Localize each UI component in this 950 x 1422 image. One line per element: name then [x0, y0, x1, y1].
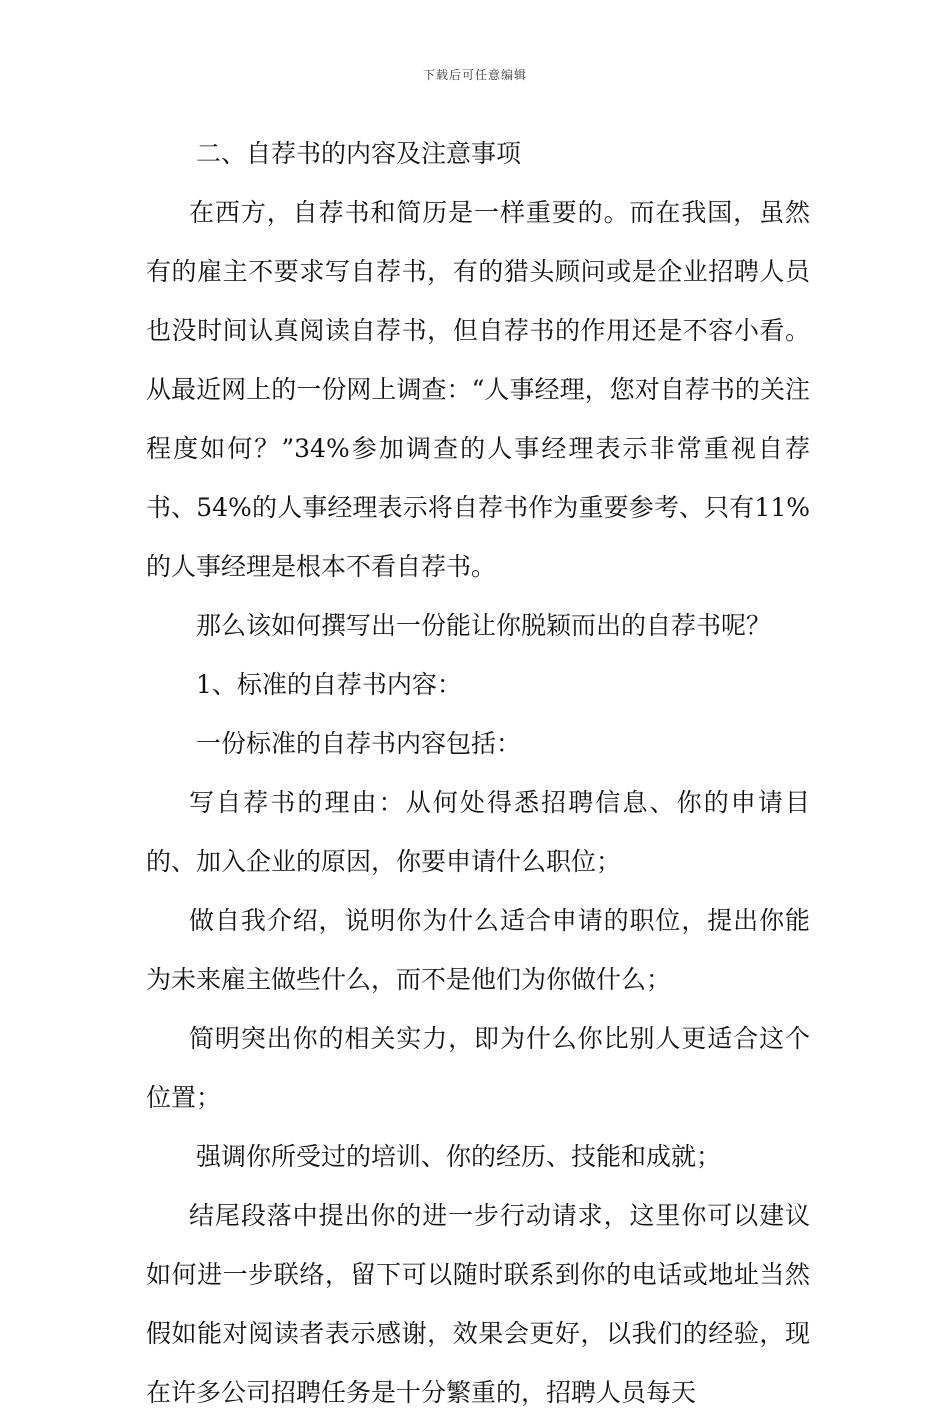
document-body: [146, 124, 810, 1422]
page-header: 下载后可任意编辑: [422, 68, 527, 82]
list-item-strengths: 简明突出你的相关实力，即为什么你比别人更适合这个位置；: [146, 1024, 810, 1112]
paragraph-question: 那么该如何撰写出一份能让你脱颖而出的自荐书呢？: [196, 611, 772, 640]
list-item-closing: 结尾段落中提出你的进一步行动请求，这里你可以建议如何进一步联络，留下可以随时联系到你的电话或地址当然假如能对阅读者表示感谢，效果会更好，以我们的经验，现在许多公司招聘任务是十分繁重的，招聘人员每天: [146, 1201, 810, 1407]
paragraph-intro: 在西方，自荐书和简历是一样重要的。而在我国，虽然有的雇主不要求写自荐书，有的猎头顾问或是企业招聘人员也没时间认真阅读自荐书，但自荐书的作用还是不容小看。从最近网上的一份网上调查：“人事经理，您对自荐书的关注程度如何？”34%参加调查的人事经理表示非常重视自荐书、54%的人事经理表示将自荐书作为重要参考、只有11%的人事经理是根本不看自荐书。: [146, 198, 810, 581]
list-item-reason: 写自荐书的理由：从何处得悉招聘信息、你的申请目的、加入企业的原因，你要申请什么职位；: [146, 788, 810, 876]
paragraph-content-includes: 一份标准的自荐书内容包括：: [196, 729, 522, 758]
subheading-standard-content: 1、标准的自荐书内容：: [196, 670, 462, 699]
list-item-self-intro: 做自我介绍，说明你为什么适合申请的职位，提出你能为未来雇主做些什么，而不是他们为你做什么；: [146, 906, 810, 994]
section-heading: 二、自荐书的内容及注意事项: [196, 139, 522, 168]
list-item-training: 强调你所受过的培训、你的经历、技能和成就；: [196, 1142, 722, 1171]
